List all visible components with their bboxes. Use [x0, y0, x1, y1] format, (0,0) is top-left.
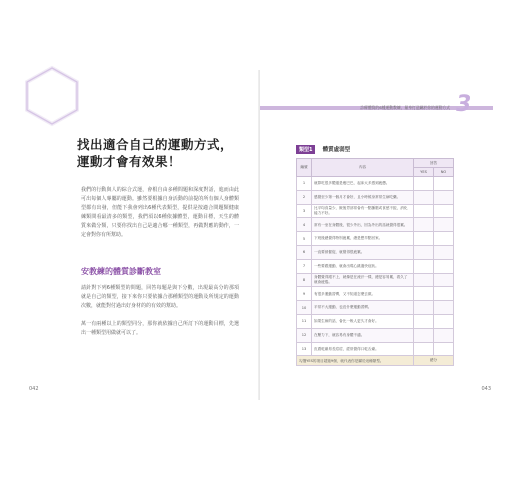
row-number: 2	[297, 190, 312, 204]
section-heading: 安教練的體質診斷教室	[81, 267, 161, 276]
page-number-left: 042	[29, 386, 39, 392]
no-checkbox-cell[interactable]	[434, 301, 454, 315]
row-number: 4	[297, 218, 312, 232]
column-yes: YES	[414, 168, 434, 177]
page-number-right: 043	[481, 386, 491, 392]
yes-checkbox-cell[interactable]	[414, 177, 434, 191]
book-spread	[27, 70, 493, 400]
row-number: 5	[297, 232, 312, 246]
row-content: 如果生病的話，會比一般人更久才會好。	[312, 314, 414, 328]
yes-checkbox-cell[interactable]	[414, 273, 434, 287]
row-content: 在壓力下，就容易有身體不適。	[312, 328, 414, 342]
left-page	[27, 70, 260, 400]
row-number: 1	[297, 177, 312, 191]
diagnosis-table-block	[296, 136, 454, 366]
row-content: 常有一坐在身體後，很少外出，因為外出的話就覺得很累。	[312, 218, 414, 232]
row-content: 就算吃很多體還是瘦巴巴，起床大多感到疲憊。	[312, 177, 414, 191]
type-tag: 類型1	[296, 145, 315, 154]
column-content: 內容	[312, 159, 414, 177]
row-content: 一直要被催促，就覺得很疲累。	[312, 245, 414, 259]
right-page	[260, 70, 493, 400]
no-checkbox-cell[interactable]	[434, 314, 454, 328]
row-number: 10	[297, 301, 312, 315]
instruction-paragraph: 請針對下列6種類型的問題，回答每題是與下分數，出現最高分的那項就是自己的類型，接下來你只要依據合那種類型的運動及所規定的運動次數，就能對付過出好身材的的有效的幫助。	[81, 285, 239, 309]
no-checkbox-cell[interactable]	[434, 342, 454, 356]
diagnosis-table	[296, 158, 454, 366]
intro-paragraph: 我們的行動與人的綜合式運，會根自由多種問題和深度對話，進而由此可出每個人專屬的運動。雖然要根據自身活動的前提的所有個人身體類型都有出發，但能下我會列出6種代表類型，提供是按適合問題類健康練類問看最清多的類型，我們須以6種依據體型，運動目標，天生的體質來做分類，只要你找出自己是適合哪一種類型，再做對應的動作，一定會對你有所幫助。	[81, 187, 239, 238]
no-checkbox-cell[interactable]	[434, 177, 454, 191]
table-row	[297, 190, 454, 204]
row-number: 3	[297, 204, 312, 218]
table-row	[297, 314, 454, 328]
yes-checkbox-cell[interactable]	[414, 301, 434, 315]
table-row	[297, 328, 454, 342]
yes-checkbox-cell[interactable]	[414, 218, 434, 232]
table-row	[297, 218, 454, 232]
row-content: 比平均食量少，飯後胃部常會有一點腫脹或食慾不振，消化能力不好。	[312, 204, 414, 218]
row-number: 6	[297, 245, 312, 259]
row-number: 12	[297, 328, 312, 342]
row-number: 9	[297, 287, 312, 301]
running-header: 診療體質的6種運動教練，量身打造屬於你的運動方式	[360, 105, 450, 110]
table-row	[297, 287, 454, 301]
no-checkbox-cell[interactable]	[434, 273, 454, 287]
title-line-2: 運動才會有效果！	[77, 154, 182, 169]
yes-checkbox-cell[interactable]	[414, 314, 434, 328]
yes-checkbox-cell[interactable]	[414, 287, 434, 301]
no-checkbox-cell[interactable]	[434, 218, 454, 232]
yes-checkbox-cell[interactable]	[414, 259, 434, 273]
page-title	[77, 136, 257, 170]
table-row	[297, 273, 454, 287]
no-checkbox-cell[interactable]	[434, 287, 454, 301]
column-answer: 回答	[414, 159, 454, 168]
row-number: 7	[297, 259, 312, 273]
row-content: 身體覺得跟不上，就像是在流汗一樣，總是容易累，看久了就會疲倦。	[312, 273, 414, 287]
row-content: 一些要跟運動，就會出現心跳過快症狀。	[312, 259, 414, 273]
note-paragraph: 萬一有兩種以上的類型同分，那你就依據自己所訂下的運動目標，先選出一種類型用做就可以了。	[81, 321, 239, 336]
no-checkbox-cell[interactable]	[434, 190, 454, 204]
title-line-1: 找出適合自己的運動方式，	[77, 137, 234, 152]
no-checkbox-cell[interactable]	[434, 232, 454, 246]
no-checkbox-cell[interactable]	[434, 245, 454, 259]
table-row	[297, 204, 454, 218]
column-number: 編號	[297, 159, 312, 177]
row-number: 13	[297, 342, 312, 356]
table-row	[297, 232, 454, 246]
row-content: 平常不大運動，也沒什麼運動習慣。	[312, 301, 414, 315]
row-number: 11	[297, 314, 312, 328]
table-row	[297, 342, 454, 356]
table-row	[297, 301, 454, 315]
row-content: 皮膚乾燥易長痘痘，經常覺得口乾舌燥。	[312, 342, 414, 356]
table-footer-note: 勾選YES的項目超過9個，就代表你是屬於這種類型。	[297, 356, 414, 366]
table-row	[297, 245, 454, 259]
yes-checkbox-cell[interactable]	[414, 190, 434, 204]
column-no: NO	[434, 168, 454, 177]
yes-checkbox-cell[interactable]	[414, 245, 434, 259]
no-checkbox-cell[interactable]	[434, 259, 454, 273]
row-content: 有很多運動習慣，又不知道怎麼去做。	[312, 287, 414, 301]
chapter-number: 3	[456, 92, 472, 117]
no-checkbox-cell[interactable]	[434, 204, 454, 218]
yes-checkbox-cell[interactable]	[414, 328, 434, 342]
row-content: 下班後總覺得特別疲累，總是想早點回家。	[312, 232, 414, 246]
type-title: 體質虛弱型	[322, 147, 351, 153]
table-footer-score: 總分	[414, 356, 454, 366]
no-checkbox-cell[interactable]	[434, 328, 454, 342]
row-content: 感覺至少第一個月才會好，且小時候身常常生病吃藥。	[312, 190, 414, 204]
row-number: 8	[297, 273, 312, 287]
yes-checkbox-cell[interactable]	[414, 342, 434, 356]
table-row	[297, 177, 454, 191]
yes-checkbox-cell[interactable]	[414, 204, 434, 218]
table-row	[297, 259, 454, 273]
yes-checkbox-cell[interactable]	[414, 232, 434, 246]
